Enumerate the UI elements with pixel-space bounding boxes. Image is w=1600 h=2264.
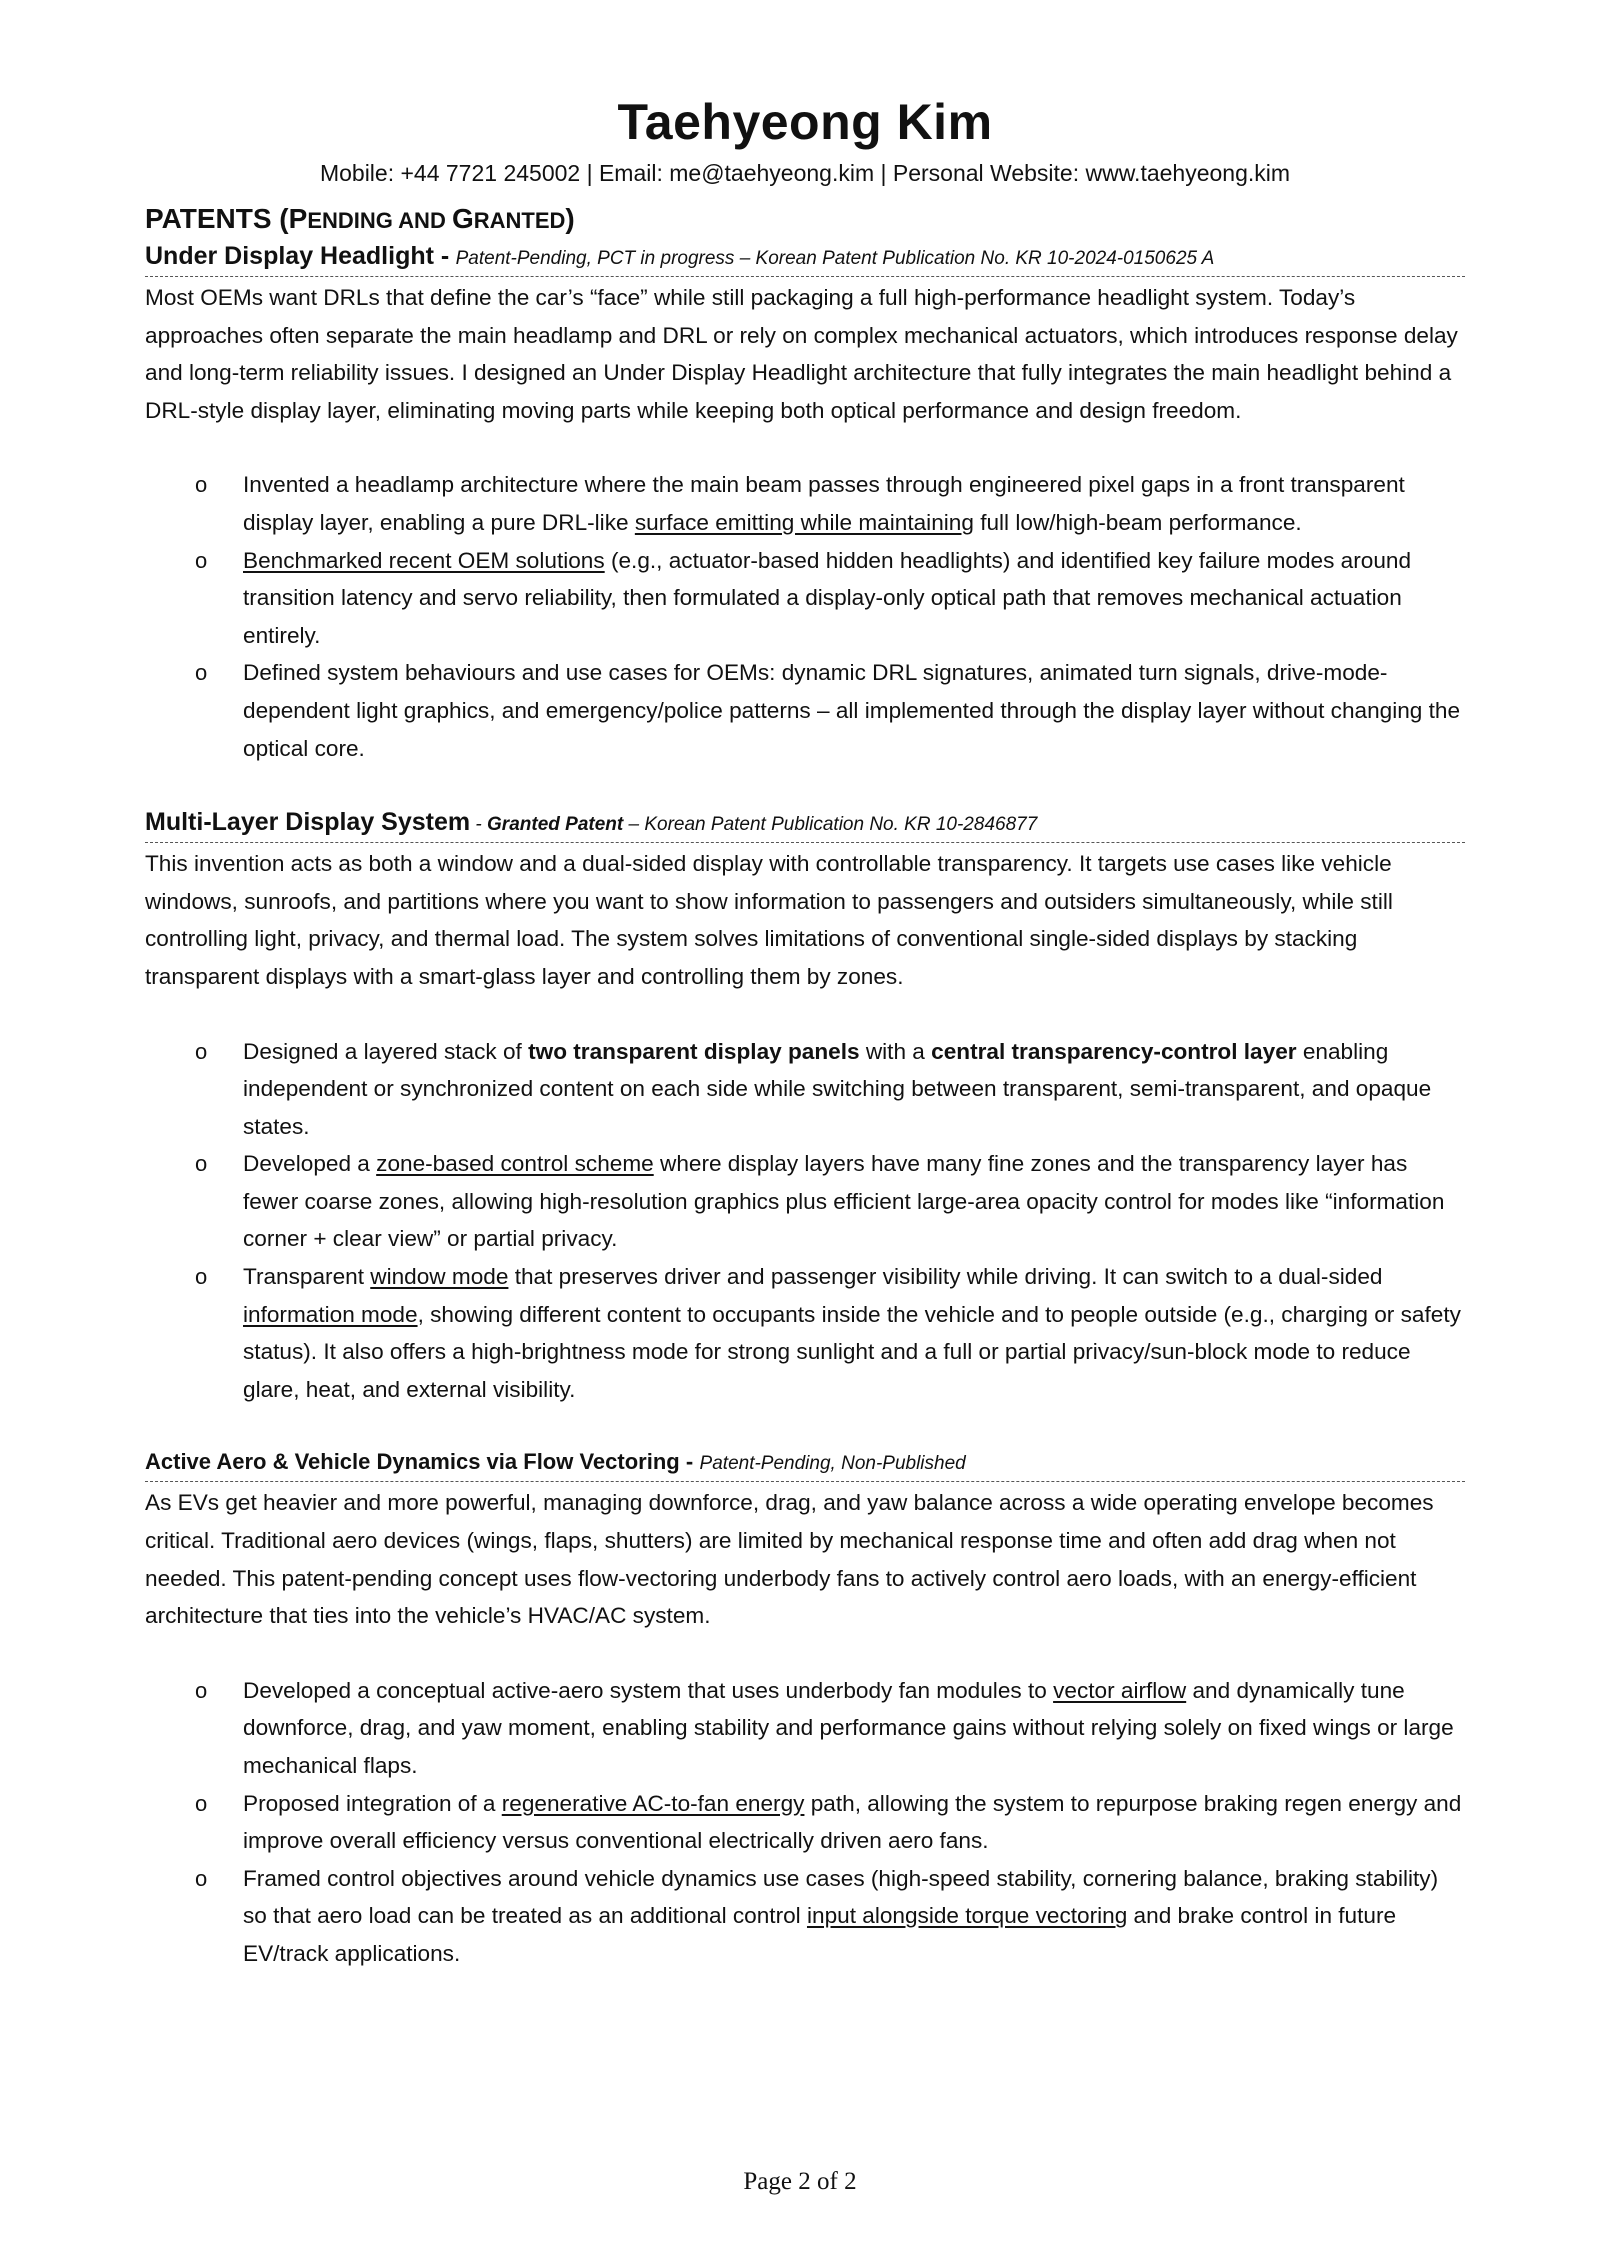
list-item: o Proposed integration of a regenerative AC-to-fan energy path, allowing the system to repurpose braking regen energy and improve overall efficiency versus conventional electrically driven aero fans. <box>145 1785 1465 1860</box>
patent-status: - Granted Patent – Korean Patent Publication No. KR 10-2846877 <box>470 814 1038 836</box>
list-item: o Invented a headlamp architecture where the main beam passes through engineered pixel gaps in a front transparent display layer, enabling a pure DRL-like surface emitting while maintaining full low/high-beam performance. <box>145 466 1465 541</box>
patent-description: As EVs get heavier and more powerful, managing downforce, drag, and yaw balance across a wide operating envelope becomes critical. Traditional aero devices (wings, flaps, shutters) are limited by mechanical response time and often add drag when not needed. This patent-pending concept uses flow-vectoring underbody fans to actively control aero loads, with an energy-efficient architecture that ties into the vehicle’s HVAC/AC system. <box>145 1490 1434 1629</box>
list-item: o Framed control objectives around vehicle dynamics use cases (high-speed stability, cornering balance, braking stability) so that aero load can be treated as an additional control input alongside torque vectoring and brake control in future EV/track applications. <box>145 1860 1465 1973</box>
bullet-marker-icon: o <box>195 1264 208 1290</box>
patent-status: Patent-Pending, Non-Published <box>699 1453 966 1475</box>
patent-heading-multi-layer-display <box>145 806 1465 843</box>
patent-title: Under Display Headlight - <box>145 242 450 270</box>
bullet-marker-icon: o <box>195 1151 208 1177</box>
list-item: o Benchmarked recent OEM solutions (e.g., actuator-based hidden headlights) and identified key failure modes around transition latency and servo reliability, then formulated a display-only optical path that removes mechanical actuation entirely. <box>145 542 1465 655</box>
patent-status: Patent-Pending, PCT in progress – Korean Patent Publication No. KR 10-2024-0150625 A <box>455 248 1215 269</box>
section-title-patents: PATENTS (PENDING AND GRANTED) <box>145 203 575 234</box>
list-item: o Transparent window mode that preserves driver and passenger visibility while driving. It can switch to a dual-sided information mode, showing different content to occupants inside the vehicle and to people outside (e.g., charging or safety status). It also offers a high-brightness mode for strong sunlight and a full or partial privacy/sun-block mode to reduce glare, heat, and external visibility. <box>145 1258 1465 1408</box>
patent-title: Multi-Layer Display System <box>145 808 471 837</box>
bullet-marker-icon: o <box>195 1038 208 1064</box>
contact-line: Mobile: +44 7721 245002 | Email: me@taehyeong.kim | Personal Website: www.taehyeong.kim <box>319 160 1291 186</box>
resume-page <box>145 90 1465 1973</box>
patent-bullet-list <box>145 1672 1465 1973</box>
patent-description: Most OEMs want DRLs that define the car’s “face” while still packaging a full high-performance headlight system. Today’s approaches often separate the main headlamp and DRL or rely on complex mechanical actuators, which introduces response delay and long-term reliability issues. I designed an Under Display Headlight architecture that fully integrates the main headlight behind a DRL-style display layer, eliminating moving parts while keeping both optical performance and design freedom. <box>145 285 1458 423</box>
patent-title: Active Aero & Vehicle Dynamics via Flow Vectoring - <box>145 1449 694 1475</box>
bullet-marker-icon: o <box>195 472 208 498</box>
bullet-marker-icon: o <box>195 1677 208 1703</box>
patent-heading-under-display-headlight <box>145 240 1465 277</box>
patent-bullet-list <box>145 466 1465 767</box>
list-item: o Developed a conceptual active-aero system that uses underbody fan modules to vector airflow and dynamically tune downforce, drag, and yaw moment, enabling stability and performance gains without relying solely on fixed wings or large mechanical flaps. <box>145 1672 1465 1785</box>
list-item: o Developed a zone-based control scheme where display layers have many fine zones and the transparency layer has fewer coarse zones, allowing high-resolution graphics plus efficient large-area opacity control for modes like “information corner + clear view” or partial privacy. <box>145 1145 1465 1258</box>
patent-heading-active-aero <box>145 1445 1465 1482</box>
bullet-marker-icon: o <box>195 547 208 573</box>
list-item: o Defined system behaviours and use cases for OEMs: dynamic DRL signatures, animated turn signals, drive-mode-dependent light graphics, and emergency/police patterns – all implemented through the display layer without changing the optical core. <box>145 654 1465 767</box>
patent-bullet-list <box>145 1033 1465 1409</box>
patent-description: This invention acts as both a window and a dual-sided display with controllable transparency. It targets use cases like vehicle windows, sunroofs, and partitions where you want to show information to passengers and outsiders simultaneously, while still controlling light, privacy, and thermal load. The system solves limitations of conventional single-sided displays by stacking transparent displays with a smart-glass layer and controlling them by zones. <box>145 851 1393 989</box>
candidate-name: Taehyeong Kim <box>617 94 993 150</box>
bullet-marker-icon: o <box>195 660 208 686</box>
list-item: o Designed a layered stack of two transparent display panels with a central transparency-control layer enabling independent or synchronized content on each side while switching between transparent, semi-transparent, and opaque states. <box>145 1033 1465 1146</box>
bullet-marker-icon: o <box>195 1865 208 1891</box>
bullet-marker-icon: o <box>195 1790 208 1816</box>
page-number: Page 2 of 2 <box>743 2168 857 2195</box>
